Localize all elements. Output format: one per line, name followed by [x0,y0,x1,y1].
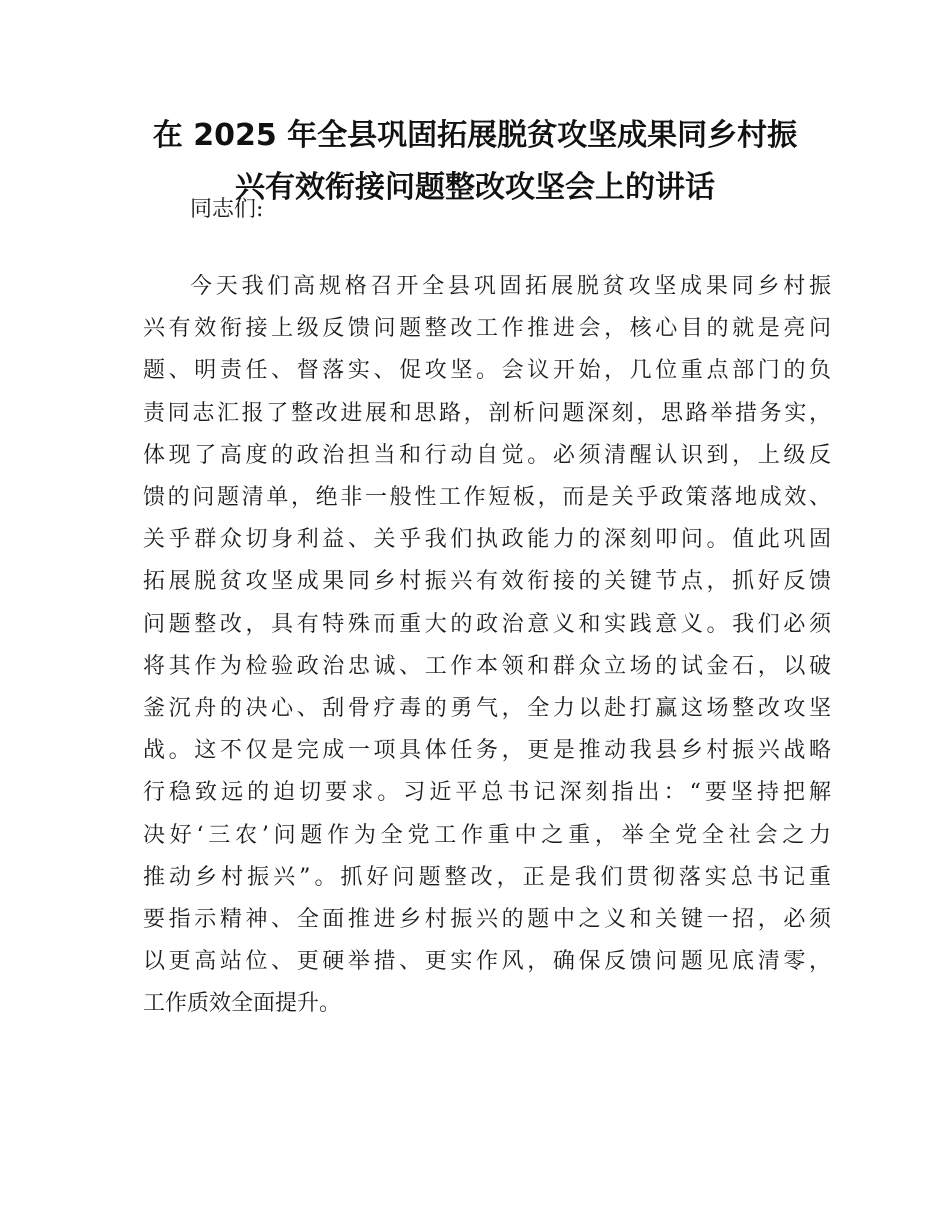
paragraph-line: 以更高站位、更硬举措、更实作风，确保反馈问题见底清零， [143,949,831,975]
paragraph-line: 行稳致远的迫切要求。习近平总书记深刻指出：“要坚持把解 [143,780,831,806]
paragraph-line: 釜沉舟的决心、刮骨疗毒的勇气，全力以赴打赢这场整改攻坚 [143,696,831,722]
title-line-2: 兴有效衔接问题整改攻坚会上的讲话 [235,170,715,205]
paragraph-line: 要指示精神、全面推进乡村振兴的题中之义和关键一招，必须 [143,907,831,933]
title-line-1: 在 2025 年全县巩固拓展脱贫攻坚成果同乡村振 [152,118,798,153]
salutation: 同志们: [190,197,264,222]
paragraph-line: 将其作为检验政治忠诚、工作本领和群众立场的试金石，以破 [143,653,831,679]
paragraph-line: 今天我们高规格召开全县巩固拓展脱贫攻坚成果同乡村振 [190,274,831,299]
paragraph-line: 战。这不仅是完成一项具体任务，更是推动我县乡村振兴战略 [143,738,831,764]
paragraph-line: 兴有效衔接上级反馈问题整改工作推进会，核心目的就是亮问 [143,316,831,342]
paragraph-line: 馈的问题清单，绝非一般性工作短板，而是关乎政策落地成效、 [143,485,831,511]
paragraph-line: 责同志汇报了整改进展和思路，剖析问题深刻，思路举措务实， [143,400,831,426]
paragraph-line: 关乎群众切身利益、关乎我们执政能力的深刻叩问。值此巩固 [143,527,831,553]
paragraph-line: 问题整改，具有特殊而重大的政治意义和实践意义。我们必须 [143,611,831,637]
paragraph-line: 决好‘三农’问题作为全党工作重中之重，举全党全社会之力 [143,822,831,848]
body-paragraph [143,266,831,1026]
paragraph-line: 题、明责任、督落实、促攻坚。会议开始，几位重点部门的负 [143,358,831,384]
paragraph-line: 体现了高度的政治担当和行动自觉。必须清醒认识到，上级反 [143,442,831,468]
paragraph-line: 推动乡村振兴”。抓好问题整改，正是我们贯彻落实总书记重 [143,864,831,890]
paragraph-line: 拓展脱贫攻坚成果同乡村振兴有效衔接的关键节点，抓好反馈 [143,569,831,595]
paragraph-line: 工作质效全面提升。 [143,991,342,1017]
